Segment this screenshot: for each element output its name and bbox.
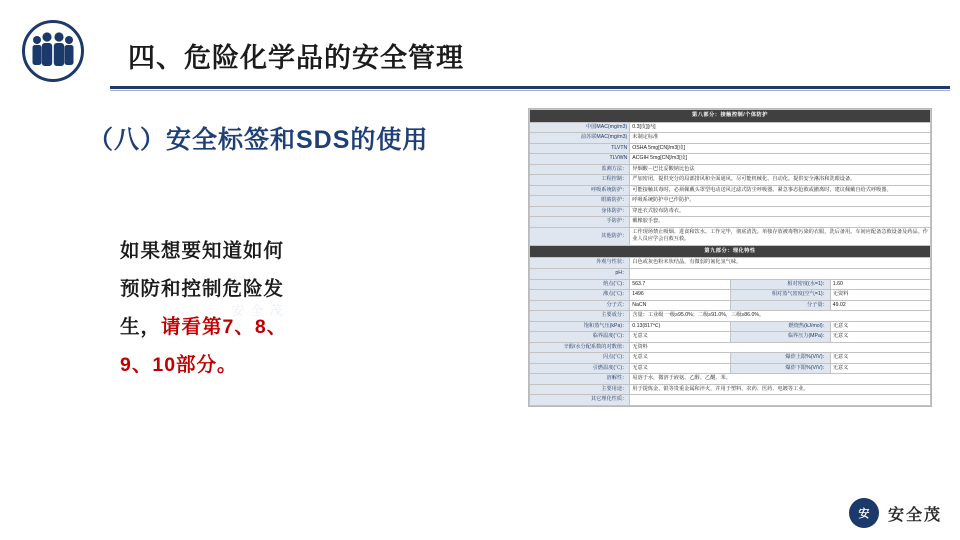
table-row: [530, 332, 931, 343]
body-line-1: 如果想要知道如何: [120, 240, 285, 262]
row-value: 白色或灰色粉末状结晶，有微弱的氰化氢气味。: [630, 258, 931, 269]
row-label: 手防护：: [530, 217, 630, 228]
body-highlight-1: 请看第7、8、: [161, 316, 288, 338]
table-row: [530, 363, 931, 374]
row-value: 563.7: [630, 279, 730, 290]
table-row: [530, 164, 931, 175]
row-value: 含量：工业级 一级≥95.0%；二级≥91.0%，三级≥86.0%。: [630, 311, 931, 322]
section-title-cell: 第八部分：接触控制/个体防护: [530, 110, 931, 123]
row-value: 0.3[皮][丙]: [630, 122, 931, 133]
body-highlight-2: 9、10部分。: [120, 354, 238, 376]
row-label-secondary: 爆炸上限%(V/V)：: [730, 353, 830, 364]
table-row: [530, 122, 931, 133]
table-row: [530, 133, 931, 144]
row-label: pH：: [530, 268, 630, 279]
row-value: 可能接触其毒时，必须佩戴头罩型电动送风过滤式防尘呼吸器。紧急事态抢救或撤离时，建议佩戴自给式呼吸器。: [630, 185, 931, 196]
slide-header: [0, 0, 960, 96]
row-value: 呼吸系统防护中已作防护。: [630, 196, 931, 207]
table-row: [530, 206, 931, 217]
row-value: 无资料: [630, 342, 931, 353]
table-row: [530, 311, 931, 322]
row-value: 无意义: [630, 353, 730, 364]
row-value-secondary: 无资料: [830, 290, 930, 301]
row-label: 闪点(℃)：: [530, 353, 630, 364]
row-value: OSHA 5mg[CN]/m3[皮]: [630, 143, 931, 154]
footer-strip: [0, 536, 960, 540]
table-row: [530, 143, 931, 154]
row-value: 易溶于水，微溶于液氨、乙醇、乙醚、苯。: [630, 374, 931, 385]
section-title-cell: 第九部分：理化特性: [530, 245, 931, 258]
row-label: 身体防护：: [530, 206, 630, 217]
row-value-secondary: 49.02: [830, 300, 930, 311]
row-value: 戴橡胶手套。: [630, 217, 931, 228]
table-row: [530, 374, 931, 385]
section-header-9: [530, 245, 931, 258]
row-value: [630, 395, 931, 406]
row-label-secondary: 临界压力(MPa)：: [730, 332, 830, 343]
row-label: TLVTN: [530, 143, 630, 154]
table-row: [530, 217, 931, 228]
table-row: [530, 279, 931, 290]
page-title: 四、危险化学品的安全管理: [128, 43, 464, 73]
row-value-secondary: 无意义: [830, 332, 930, 343]
row-value: 工作现场禁止吸烟、进食和饮水。工作完毕，彻底清洗。单独存放被毒物污染的衣服，洗后备用。车间应配备急救设备及药品。作业人员应学会自救互救。: [630, 227, 931, 245]
row-label: TLVWN: [530, 154, 630, 165]
table-row: [530, 185, 931, 196]
row-label: 其他防护：: [530, 227, 630, 245]
table-row: [530, 342, 931, 353]
table-row: [530, 268, 931, 279]
row-label: 主要成分：: [530, 311, 630, 322]
shield-logo-icon: 安: [849, 498, 879, 528]
row-label: 沸点(℃)：: [530, 290, 630, 301]
table-row: [530, 321, 931, 332]
body-line-3: 生，: [120, 316, 162, 338]
row-label: 前苏联MAC(mg/m3): [530, 133, 630, 144]
row-value: NaCN: [630, 300, 730, 311]
header-divider-thin: [110, 90, 950, 91]
table-row: [530, 175, 931, 186]
row-label: 主要用途：: [530, 384, 630, 395]
row-label-secondary: 分子量：: [730, 300, 830, 311]
table-row: [530, 154, 931, 165]
row-label: 熔点(℃)：: [530, 279, 630, 290]
row-label: 临界温度(℃)：: [530, 332, 630, 343]
header-divider: [110, 86, 950, 89]
row-value: 0.13(817℃): [630, 321, 730, 332]
table-row: [530, 353, 931, 364]
row-label: 工程控制：: [530, 175, 630, 186]
row-value: 无意义: [630, 363, 730, 374]
footer-brand-name: 安全茂: [887, 506, 942, 524]
row-value: 未制定标准: [630, 133, 931, 144]
table-row: [530, 395, 931, 406]
row-label: 外观与性状：: [530, 258, 630, 269]
row-label: 呼吸系统防护：: [530, 185, 630, 196]
body-line-2: 预防和控制危险发: [120, 278, 285, 300]
table-row: [530, 290, 931, 301]
sds-table: [529, 109, 931, 406]
row-value: ACGIH 5mg[CN]/m3[皮]: [630, 154, 931, 165]
row-value-secondary: 无意义: [830, 353, 930, 364]
row-value: 用于提炼金、银等贵重金属和淬火，并用于塑料、农药、医药、电镀等工业。: [630, 384, 931, 395]
row-value-secondary: 1.60: [830, 279, 930, 290]
row-value: [630, 268, 931, 279]
row-label: 引燃温度(℃)：: [530, 363, 630, 374]
section-subtitle: （八）安全标签和SDS的使用: [88, 126, 429, 154]
row-label: 饱和蒸气压(kPa)：: [530, 321, 630, 332]
footer-brand: [849, 498, 942, 528]
background-watermark: 安全茂: [231, 303, 289, 318]
row-label: 眼睛防护：: [530, 196, 630, 207]
row-value: 穿连衣式胶布防毒衣。: [630, 206, 931, 217]
row-value-secondary: 无意义: [830, 363, 930, 374]
row-label: 其它理化性质：: [530, 395, 630, 406]
row-label: 辛醇/水分配系数的对数值：: [530, 342, 630, 353]
row-label: 溶解性：: [530, 374, 630, 385]
row-label-secondary: 燃烧热(kJ/mol)：: [730, 321, 830, 332]
row-label: 监测方法：: [530, 164, 630, 175]
table-row: [530, 258, 931, 269]
table-row: [530, 300, 931, 311]
table-row: [530, 384, 931, 395]
section-header-8: [530, 110, 931, 123]
row-value-secondary: 无意义: [830, 321, 930, 332]
row-value: 1496: [630, 290, 730, 301]
row-value: 严加密闭，提供充分的局部排风和全面通风。尽可能机械化、自动化。提供安全淋浴和洗眼设备。: [630, 175, 931, 186]
sds-table-image: [528, 108, 932, 407]
row-label-secondary: 相对蒸气密度(空气=1)：: [730, 290, 830, 301]
row-label-secondary: 相对密度(水=1)：: [730, 279, 830, 290]
row-value: 异烟酸－巴比妥酸钠比色法: [630, 164, 931, 175]
table-row: [530, 227, 931, 245]
people-group-icon: [22, 20, 84, 82]
table-row: [530, 196, 931, 207]
row-value: 无意义: [630, 332, 730, 343]
row-label-secondary: 爆炸下限%(V/V)：: [730, 363, 830, 374]
row-label: 中国MAC(mg/m3): [530, 122, 630, 133]
row-label: 分子式：: [530, 300, 630, 311]
